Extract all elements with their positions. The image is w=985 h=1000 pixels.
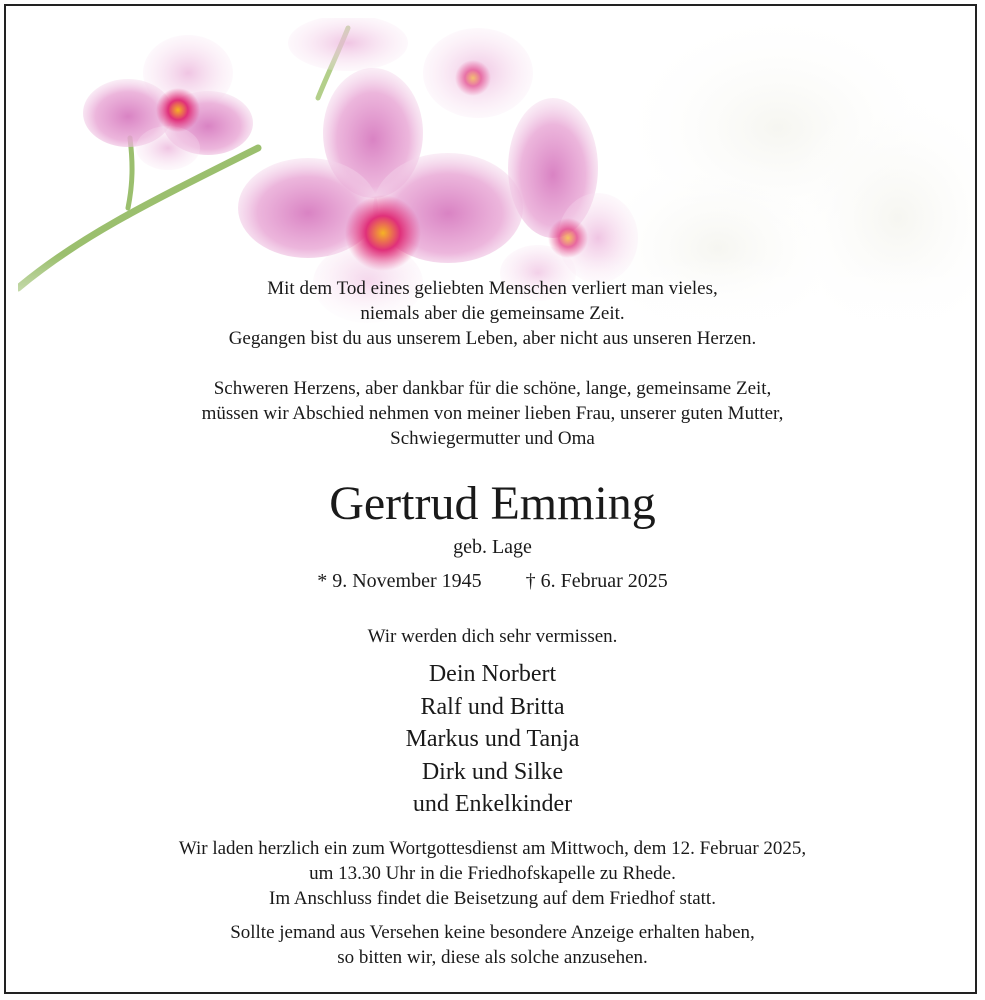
intro-line: Schwiegermutter und Oma: [390, 428, 595, 449]
deceased-name: Gertrud Emming: [329, 477, 656, 530]
mourner: Markus und Tanja: [405, 726, 580, 752]
service-line: Im Anschluss findet die Beisetzung auf dem Friedhof statt.: [269, 888, 716, 909]
mourner: Dirk und Silke: [421, 758, 564, 785]
quote-line: Gegangen bist du aus unserem Leben, aber nicht aus unseren Herzen.: [228, 328, 757, 349]
notice-line: Sollte jemand aus Versehen keine besondere Anzeige erhalten haben,: [230, 922, 755, 943]
quote-line: Mit dem Tod eines geliebten Menschen verliert man vieles,: [267, 278, 718, 299]
miss-message: Wir werden dich sehr vermissen.: [367, 626, 618, 647]
service-line: Wir laden herzlich ein zum Wortgottesdienst am Mittwoch, dem 12. Februar 2025,: [178, 838, 807, 859]
life-dates: [6, 568, 977, 594]
quote-line: niemals aber die gemeinsame Zeit.: [360, 303, 625, 324]
mourner: und Enkelkinder: [412, 791, 573, 817]
mourners-list: [6, 658, 977, 821]
mourner: Dein Norbert: [428, 661, 557, 687]
service-line: um 13.30 Uhr in die Friedhofskapelle zu Rhede.: [309, 863, 676, 884]
opening-quote: [6, 276, 977, 351]
birth-date: * 9. November 1945: [317, 570, 482, 592]
notice-text: [6, 920, 977, 970]
death-date: † 6. Februar 2025: [525, 570, 668, 592]
maiden-name: geb. Lage: [453, 536, 532, 558]
intro-line: Schweren Herzens, aber dankbar für die schöne, lange, gemeinsame Zeit,: [213, 378, 772, 399]
intro-line: müssen wir Abschied nehmen von meiner lieben Frau, unserer guten Mutter,: [201, 403, 784, 424]
farewell-intro: [6, 376, 977, 451]
mourner: Ralf und Britta: [420, 693, 565, 720]
notice-line: so bitten wir, diese als solche anzusehen.: [337, 947, 648, 968]
obituary-frame: [4, 4, 977, 994]
service-invitation: [6, 836, 977, 911]
